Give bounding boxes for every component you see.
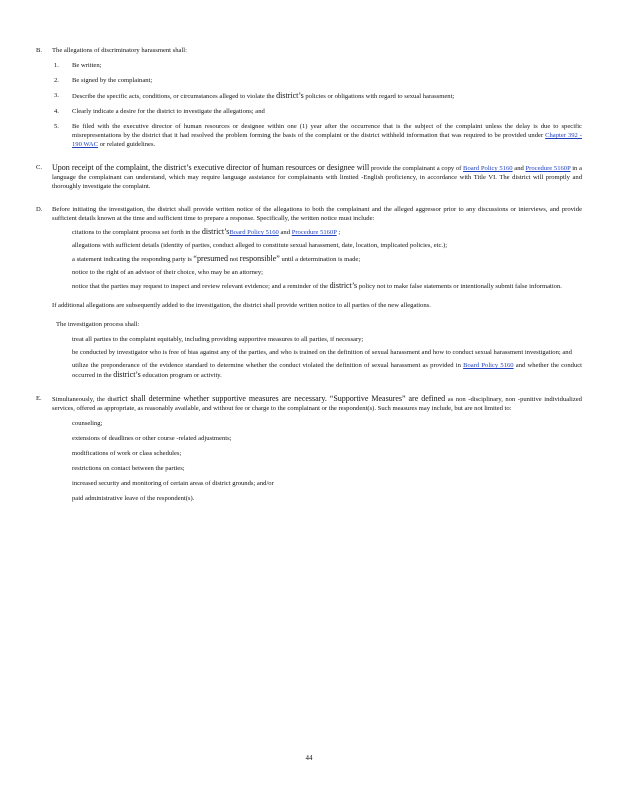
section-e: E. Simultaneously, the district shall determine whether supportive measures are necessary. “Supportive Measures” are defined as non -disciplinary, non -punitive individualized services, offered as appropriate, as reasonably available, and without fee or charge to the complainant or the respondent(s). Such measures may include, but are not limited to: <box>36 394 582 412</box>
list-item: 3. Describe the specific acts, conditions, or circumstances alleged to violate the district’s policies or obligations with regard to sexual harassment; <box>54 91 455 100</box>
list-item: 1. Be written; <box>54 62 102 69</box>
procedure-5160p-link[interactable]: Procedure 5160P <box>525 165 571 172</box>
section-d-intro: Before initiating the investigation, the district shall provide written notice of the allegations to both the complainant and the alleged aggressor prior to any discussions or interviews, and provide sufficient details known at the time and sufficient time to prepare a response. Specifically, the written notice must include: <box>52 206 582 222</box>
section-c-lead: Upon receipt of the complaint, the district’s executive director of human resources or designee will <box>52 163 370 172</box>
list-item: utilize the preponderance of the evidence standard to determine whether the conduct violated the definition of sexual harassment as provided in Board Policy 5160 and whether the conduct occurred in the district’s education program or activity. <box>72 362 582 379</box>
list-item: 4. Clearly indicate a desire for the district to investigate the allegations; and <box>54 108 265 115</box>
list-item: notice to the right of an advisor of their choice, who may be an attorney; <box>72 269 263 276</box>
list-item: 2. Be signed by the complainant; <box>54 77 153 84</box>
list-item: treat all parties to the complaint equitably, including providing supportive measures to all parties, if necessary; <box>72 336 364 343</box>
list-item: paid administrative leave of the respondent(s). <box>72 495 195 502</box>
list-item: increased security and monitoring of certain areas of district grounds; and/or <box>72 480 274 487</box>
list-item: modifications of work or class schedules; <box>72 450 182 457</box>
section-b-intro: The allegations of discriminatory harassment shall: <box>52 47 187 54</box>
board-policy-5160-link[interactable]: Board Policy 5160 <box>463 165 513 172</box>
list-item: a statement indicating the responding party is “presumed not responsible” until a determination is made; <box>72 254 361 263</box>
section-b <box>36 46 582 55</box>
board-policy-5160-link[interactable]: Board Policy 5160 <box>463 362 514 369</box>
board-policy-5160-link[interactable]: Board Policy 5160 <box>229 229 279 236</box>
section-letter: D. <box>36 206 43 213</box>
list-item: be conducted by investigator who is free of bias against any of the parties, and who is trained on the definition of sexual harassment and how to conduct sexual harassment investigation; and <box>72 349 572 356</box>
process-intro: The investigation process shall: <box>56 321 140 328</box>
document-page <box>36 46 582 503</box>
section-e-lead: rict shall determine whether supportive measures are necessary. “Supportive Measures” are defined <box>116 394 446 403</box>
list-item: notice that the parties may request to inspect and review relevant evidence; and a reminder of the district’s policy not to make false statements or intentionally submit false information. <box>72 281 562 290</box>
section-c: C. Upon receipt of the complaint, the district’s executive director of human resources or designee will provide the complainant a copy of Board Policy 5160 and Procedure 5160P in a language the complainant can understand, which may require language assistance for complainants with limited -English proficiency, in accordance with Title VI. The district will promptly and thoroughly investigate the complaint. <box>36 163 582 190</box>
list-item: extensions of deadlines or other course -related adjustments; <box>72 435 232 442</box>
section-letter: E. <box>36 395 42 402</box>
list-item: counseling; <box>72 420 103 427</box>
page-number: 44 <box>305 754 313 762</box>
procedure-5160p-link[interactable]: Procedure 5160P <box>291 229 337 236</box>
list-item: 5. Be filed with the executive director of human resources or designee within one (1) year after the occurrence that is the subject of the complaint unless the delay is due to specific misrepresentations by the district that it had resolved the problem forming the basis of the complaint or the district withheld information that was required to be provided under Chapter 392 - 190 WAC or related guidelines. <box>54 123 582 148</box>
list-item: restrictions on contact between the parties; <box>72 465 185 472</box>
list-item: citations to the complaint process set forth in the district’sBoard Policy 5160 and Procedure 5160P ; <box>72 227 341 236</box>
section-letter: B. <box>36 47 43 54</box>
additional-allegations-note: If additional allegations are subsequently added to the investigation, the district shall provide written notice to all parties of the new allegations. <box>52 302 431 309</box>
chapter-392-190-wac-link[interactable]: Chapter 392 - 190 WAC <box>72 132 582 148</box>
section-letter: C. <box>36 164 43 171</box>
section-d <box>36 205 582 223</box>
list-item: allegations with sufficient details (identity of parties, conduct alleged to constitute sexual harassment, date, location, implicated policies, etc.); <box>72 242 448 249</box>
